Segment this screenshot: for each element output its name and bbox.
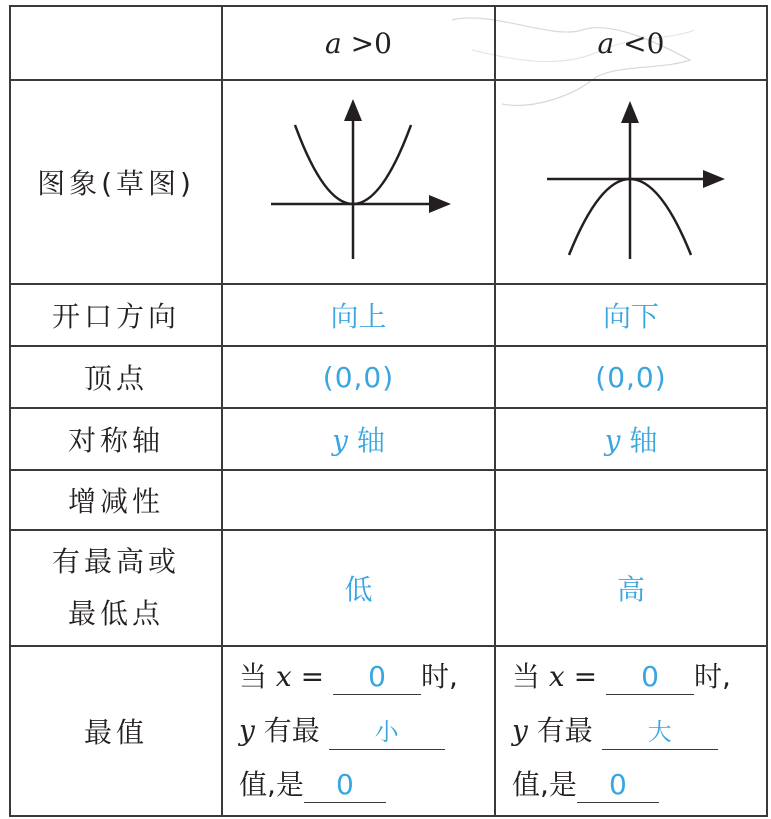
axis-positive-var: y xyxy=(332,424,348,457)
max-pos-var-x: x xyxy=(275,660,292,693)
max-neg-x-value: 0 xyxy=(641,660,659,693)
vertex-label: 顶点 xyxy=(10,346,222,408)
graph-upward-cell xyxy=(222,80,495,284)
header-a-negative-cond: <0 xyxy=(614,26,665,60)
max-neg-var-y: y xyxy=(512,714,528,747)
max-pos-kind-blank[interactable] xyxy=(329,715,445,750)
max-value-row xyxy=(10,646,767,816)
max-pos-time: 时, xyxy=(420,660,458,693)
max-pos-var-y: y xyxy=(239,714,255,747)
max-neg-value-is: 值,是 xyxy=(512,768,577,801)
opening-positive: 向上 xyxy=(222,284,495,346)
max-neg-value-blank[interactable] xyxy=(577,768,659,803)
upward-parabola-graph xyxy=(259,97,459,267)
header-a-negative-var: a xyxy=(597,26,615,60)
max-neg-eq: = xyxy=(564,660,606,693)
max-pos-line1 xyxy=(239,650,494,704)
axis-row xyxy=(10,408,767,470)
max-pos-line3 xyxy=(239,758,494,812)
max-pos-x-blank[interactable] xyxy=(333,660,421,695)
upward-x-arrow xyxy=(429,195,451,213)
max-neg-x-blank[interactable] xyxy=(606,660,694,695)
vertex-negative: (0,0) xyxy=(495,346,767,408)
axis-label: 对称轴 xyxy=(10,408,222,470)
max-pos-value-blank[interactable] xyxy=(304,768,386,803)
vertex-positive: (0,0) xyxy=(222,346,495,408)
max-neg-var-x: x xyxy=(548,660,565,693)
max-neg-has-most: 有最 xyxy=(536,714,593,747)
header-empty-cell xyxy=(10,6,222,80)
monotonicity-negative[interactable] xyxy=(495,470,767,530)
max-value-positive xyxy=(222,646,495,816)
opening-row xyxy=(10,284,767,346)
header-a-positive-cond: >0 xyxy=(341,26,392,60)
extreme-point-row xyxy=(10,530,767,646)
graph-row xyxy=(10,80,767,284)
extreme-positive: 低 xyxy=(222,530,495,646)
monotonicity-label: 增减性 xyxy=(10,470,222,530)
max-neg-line2 xyxy=(512,704,766,758)
max-neg-line1 xyxy=(512,650,766,704)
quadratic-properties-table xyxy=(9,5,768,817)
graph-row-label: 图象(草图) xyxy=(10,80,222,284)
header-a-positive-var: a xyxy=(325,26,342,60)
axis-negative-var: y xyxy=(604,424,621,457)
max-neg-value: 0 xyxy=(608,768,627,801)
axis-negative-text: 轴 xyxy=(629,424,658,457)
axis-positive xyxy=(222,408,495,470)
graph-downward-cell xyxy=(495,80,767,284)
upward-y-arrow xyxy=(344,99,362,121)
max-pos-has-most: 有最 xyxy=(263,714,320,747)
opening-label: 开口方向 xyxy=(10,284,222,346)
downward-y-arrow xyxy=(621,101,639,123)
max-neg-kind: 大 xyxy=(647,718,672,746)
extreme-label-line2: 最低点 xyxy=(67,597,164,630)
max-neg-time: 时, xyxy=(693,660,731,693)
extreme-negative: 高 xyxy=(495,530,767,646)
opening-negative: 向下 xyxy=(495,284,767,346)
max-pos-value-is: 值,是 xyxy=(239,768,304,801)
monotonicity-positive[interactable] xyxy=(222,470,495,530)
max-pos-x-value: 0 xyxy=(368,660,386,693)
downward-parabola-graph xyxy=(531,97,731,267)
max-pos-eq: = xyxy=(291,660,333,693)
max-pos-when: 当 xyxy=(239,660,268,693)
max-pos-kind: 小 xyxy=(374,718,399,746)
max-neg-kind-blank[interactable] xyxy=(602,715,718,750)
extreme-label xyxy=(10,530,222,646)
axis-negative xyxy=(495,408,767,470)
max-neg-line3 xyxy=(512,758,766,812)
max-pos-line2 xyxy=(239,704,494,758)
header-a-positive xyxy=(222,6,495,80)
extreme-label-line1: 有最高或 xyxy=(51,545,180,578)
max-value-negative xyxy=(495,646,767,816)
downward-x-arrow xyxy=(703,170,725,188)
vertex-row xyxy=(10,346,767,408)
header-row xyxy=(10,6,767,80)
max-pos-value: 0 xyxy=(335,768,354,801)
monotonicity-row xyxy=(10,470,767,530)
header-a-negative xyxy=(495,6,767,80)
max-value-label: 最值 xyxy=(10,646,222,816)
axis-positive-text: 轴 xyxy=(356,424,385,457)
max-neg-when: 当 xyxy=(512,660,541,693)
